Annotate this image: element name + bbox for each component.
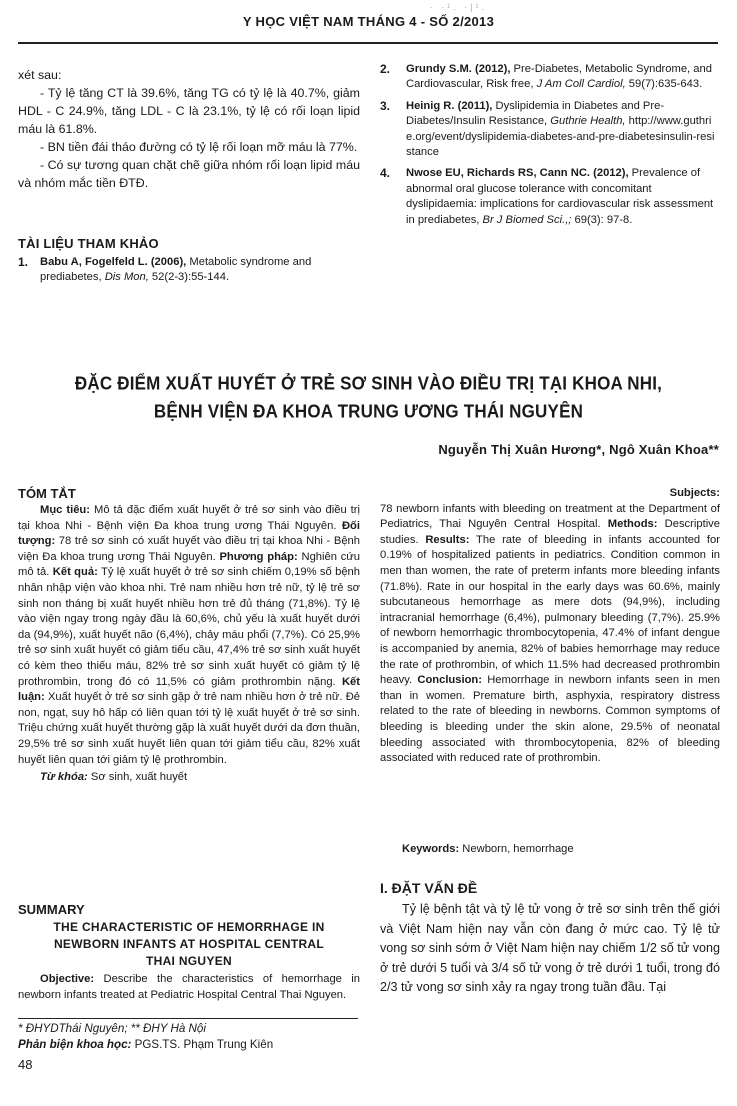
article-authors: Nguyễn Thị Xuân Hương*, Ngô Xuân Khoa** (438, 442, 719, 457)
objective-label: Objective: (40, 973, 95, 985)
article-title-line-2: BỆNH VIỆN ĐA KHOA TRUNG ƯƠNG THÁI NGUYÊN (153, 401, 584, 422)
abstract-vi (18, 486, 360, 786)
conclusion-item: - Tỷ lệ tăng CT là 39.6%, tăng TG có tỷ lệ là 40.7%, giảm HDL - C 24.9%, tăng LDL - C là 23.1%, tỷ lệ có rối loạn lipid máu là 61.8%. (18, 86, 360, 136)
intro-text: Tỷ lệ bệnh tật và tỷ lệ tử vong ở trẻ sơ sinh trên thế giới và Việt Nam hiện nay vẫn còn đang ở mức cao. Tỷ lệ tử vong sơ sinh sớm ở Việt Nam hiện nay chiếm 1/2 số tử vong ở trẻ dưới 5 tuổi và 3/4 số tử vong ở trẻ dưới 1 tuổi, trong đó 2/3 tử vong sơ sinh xảy ra ngay trong tuần đầu. Tại (380, 902, 720, 994)
intro-heading: I. ĐẶT VẤN ĐỀ (380, 880, 478, 896)
objective-label: Mục tiêu: (40, 504, 90, 516)
reference-number: 1. (18, 255, 29, 269)
conclusion-label: Kết luận: (18, 675, 360, 704)
references-heading: TÀI LIỆU THAM KHẢO (18, 236, 159, 251)
conclusion-item: - BN tiền đái tháo đường có tỷ lệ rối loạn mỡ máu là 77%. (40, 140, 358, 154)
reference-number: 3. (380, 98, 391, 113)
page-number: 48 (18, 1057, 33, 1072)
reference-tail: 59(7):635-643. (625, 78, 703, 91)
reviewer-line (18, 1037, 360, 1053)
reference-authors: Grundy S.M. (2012), (406, 63, 511, 75)
summary-body (380, 486, 720, 767)
keywords-label: Từ khóa: (40, 771, 88, 784)
reference-authors: Heinig R. (2011), (406, 99, 493, 112)
reference-tail: http://www.guthrie.org/event/dyslipidemia-diabetes-and-pre-diabetesinsulin-resistance (406, 115, 715, 159)
objective-text: Describe the characteristics of hemorrhage in newborn infants treated at Pediatric Hospital Central Thai Nguyen. (18, 973, 360, 1001)
header-rule (18, 42, 718, 44)
conclusion-intro: xét sau: (18, 68, 62, 82)
article-title-line-1: ĐẶC ĐIỂM XUẤT HUYẾT Ở TRẺ SƠ SINH VÀO ĐIỀU TRỊ TẠI KHOA NHI, (74, 373, 663, 394)
reference-journal: Dis Mon, (104, 271, 149, 284)
conclusion-label: Conclusion: (417, 674, 482, 687)
summary-start (18, 902, 360, 1003)
reference-tail: 69(3): 97-8. (571, 213, 633, 226)
results-label: Kết quả: (52, 566, 98, 579)
reference-text: Pre-Diabetes, Metabolic Syndrome, and Cardiovascular, Risk free, (406, 63, 712, 91)
conclusion-text: Hemorrhage in newborn infants seen in men than in women. Premature birth, asphyxia, respiratory distress related to the rate of bleeding in newborns. Common symptoms of bleeding is bleeding under the skin alone, 29.5% of neonatal bleeding associated with thrombocytopenia, 82% of bleeding associated with reduced rate of prothrombin. (380, 674, 720, 765)
subjects-label: Đối tượng: (18, 519, 360, 548)
footnote-rule (18, 1018, 358, 1019)
reference-journal: Br J Biomed Sci.,; (482, 213, 572, 226)
reference-item (380, 99, 720, 161)
reference-journal: Guthrie Health, (550, 115, 626, 128)
methods-text: Nghiên cứu mô tả. (18, 550, 361, 579)
methods-label: Methods: (607, 518, 658, 531)
summary-objective (18, 972, 360, 1003)
subjects-text: 78 newborn infants with bleeding on treatment at the Department of Pediatrics, Thai Nguyên Central Hospital. (380, 502, 720, 531)
keywords-text: Sơ sinh, xuất huyết (87, 771, 188, 784)
summary-title: THE CHARACTERISTIC OF HEMORRHAGE IN NEWBORN INFANTS AT HOSPITAL CENTRAL THAI NGUYEN (53, 920, 325, 968)
summary-heading: SUMMARY (18, 902, 85, 917)
references-block (18, 236, 360, 286)
references-continued (380, 62, 720, 228)
keywords-vi (18, 770, 360, 786)
reference-tail: 52(2-3):55-144. (148, 271, 230, 284)
keywords-en (380, 842, 720, 858)
keywords-text: Newborn, hemorrhage (459, 843, 574, 855)
methods-text: Descriptive studies. (380, 518, 720, 546)
keywords-line (380, 842, 720, 858)
results-text: The rate of bleeding in infants accounted for 0.19% of hospitalized patients in pediatrics. Condition common in men than women, the rate of preterm infants more bleeding infants (71.8%). Rate in our hospital in the early days was 60.6%, mainly subcutaneous hemorrhage as mere dots (94,9%), including intracranial hemorrhage (6,4%), pulmonary bleeding (7,7%). 25.9% of newborn hemorrhagic thrombocytopenia, 47.4% of infant dengue is accompanied by anemia, 82% of babies hemorrhage may reduce the rate of prothrombin, of which 11.5% had decreased prothrombin heavy. (380, 533, 720, 687)
reviewer-label: Phản biện khoa học: (18, 1038, 132, 1051)
reference-text: Prevalence of abnormal oral glucose tolerance with concomitant dyslipidaemia: implications for cardiovascular risk assessment in prediabetes, (406, 167, 714, 226)
summary-continued (380, 486, 720, 860)
scan-marks: · ·¹. ·|¹. (429, 2, 487, 12)
reference-number: 2. (380, 62, 391, 76)
introduction (380, 880, 720, 998)
keywords-label: Keywords: (402, 843, 460, 855)
affiliations: * ĐHYDThái Nguyên; ** ĐHY Hà Nội (18, 1022, 206, 1035)
subjects-label: Subjects: (669, 487, 720, 499)
results-text: Tỷ lệ xuất huyết ở trẻ sơ sinh chiếm 0,19% số bệnh nhân nhập viện vào khoa nhi. Trẻ nam nhiều hơn trẻ nữ, tỷ lệ trẻ sơ sinh non tháng bị xuất huyết nhiều hơn trẻ đủ tháng (71,8%). Tỷ lệ vào viện ngay trong ngày đầu là 60,6%, chủ yếu là xuất huyết dưới da (94,9%), xuất huyết não (6,4%), chảy máu phổi (7,7%). Có 25,9% trẻ sơ sinh xuất huyết có giảm tiểu cầu, 47,4% trẻ sơ sinh xuất huyết có kèm theo thiếu máu, 82% trẻ sơ sinh xuất huyết có giảm tỷ lệ prothrombin, trong đó có 11,5% có giảm prothrombin nặng. (18, 566, 361, 688)
results-label: Results: (425, 533, 470, 546)
reference-text: Dyslipidemia in Diabetes and Pre-Diabetes/Insulin Resistance, (406, 99, 665, 128)
conclusion-text: Xuất huyết ở trẻ sơ sinh gặp ở trẻ nam nhiều hơn ở trẻ nữ. Đẻ non, ngạt, suy hô hấp có liên quan tới tỷ lệ xuất huyết ở trẻ sơ sinh. Triệu chứng xuất huyết thường gặp là xuất huyết dưới da đơn thuần, 29,5% trẻ sơ sinh xuất huyết liên quan tới giảm tiểu cầu, 82% xuất huyết liên quan tới giảm tỷ lệ prothrombin. (18, 691, 360, 766)
reference-number: 4. (380, 166, 391, 181)
footnotes (18, 1021, 360, 1053)
abstract-body (18, 503, 360, 768)
reference-item (18, 255, 360, 286)
reference-text: Metabolic syndrome and prediabetes, (40, 256, 312, 284)
prev-article-conclusion (18, 66, 360, 192)
objective-text: Mô tả đặc điểm xuất huyết ở trẻ sơ sinh vào điều trị tại khoa Nhi - Bệnh viện Đa khoa trung ương Thái Nguyên. (18, 504, 360, 532)
conclusion-item: - Có sự tương quan chặt chẽ giữa nhóm rối loạn lipid máu và nhóm mắc tiền ĐTĐ. (18, 158, 360, 190)
journal-header: Y HỌC VIỆT NAM THÁNG 4 - SỐ 2/2013 (242, 14, 495, 29)
methods-label: Phương pháp: (219, 550, 298, 563)
abstract-heading: TÓM TẮT (18, 486, 76, 501)
reference-authors: Nwose EU, Richards RS, Cann NC. (2012), (406, 167, 629, 180)
reference-journal: J Am Coll Cardiol, (536, 78, 626, 91)
subjects-text: 78 trẻ sơ sinh có xuất huyết vào điều trị tại khoa Nhi - Bệnh viện Đa khoa trung ương Thái Nguyên. (18, 535, 360, 563)
reference-authors: Babu A, Fogelfeld L. (2006), (40, 256, 187, 268)
reference-item (380, 62, 720, 93)
reference-item (380, 166, 720, 228)
reviewer-name: PGS.TS. Phạm Trung Kiên (131, 1038, 274, 1051)
